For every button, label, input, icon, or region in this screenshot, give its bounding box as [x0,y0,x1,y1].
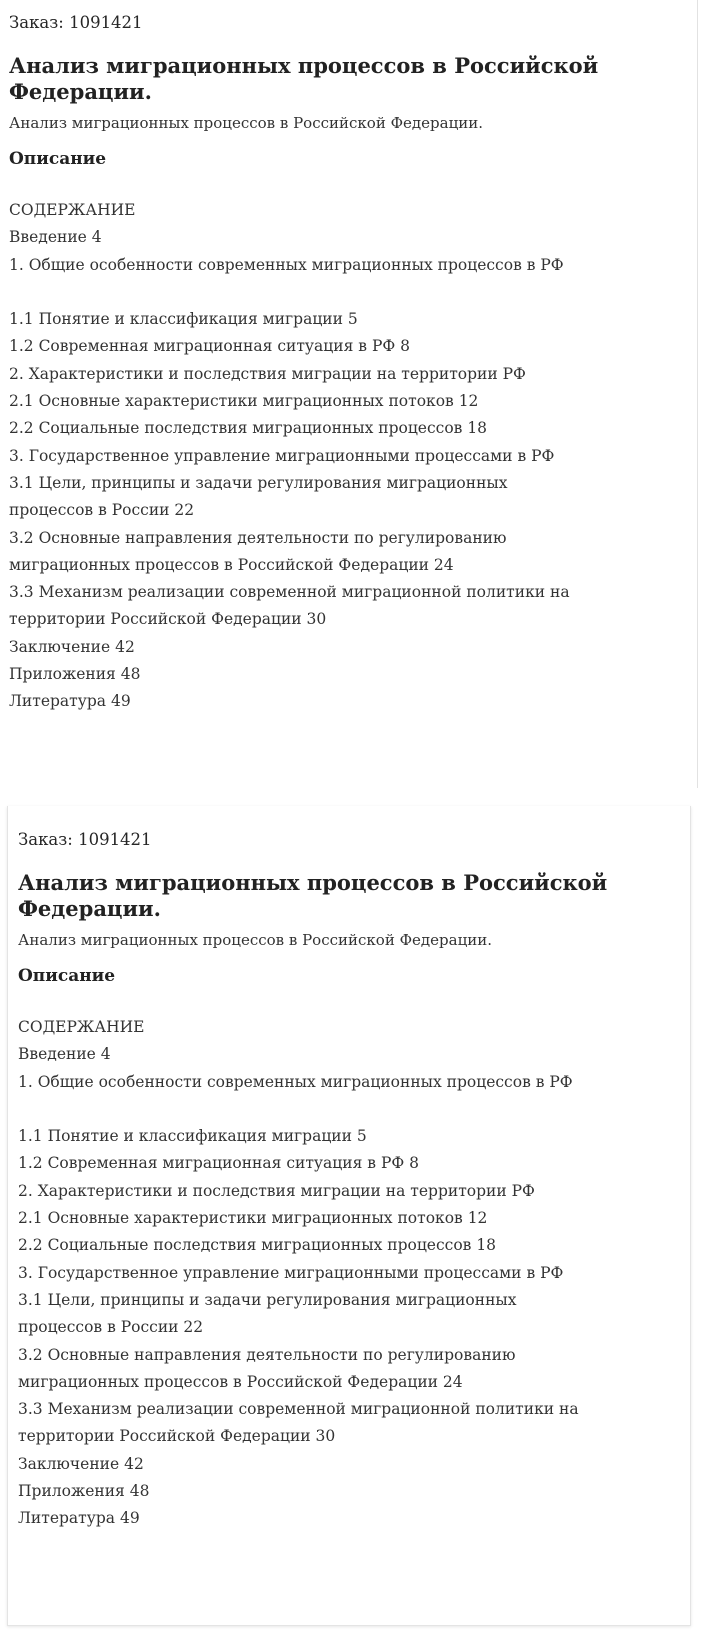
order-number: Заказ: 1091421 [18,830,152,849]
work-title: Анализ миграционных процессов в Российской Федерации. [18,870,608,921]
order-number: Заказ: 1091421 [9,13,143,32]
order-card [7,806,691,1626]
work-subtitle: Анализ миграционных процессов в Российской Федерации. [18,931,492,949]
description-heading: Описание [9,149,107,169]
work-title: Анализ миграционных процессов в Российской Федерации. [9,53,599,104]
description-heading: Описание [18,966,116,986]
table-of-contents: СОДЕРЖАНИЕ Введение 4 1. Общие особенности современных миграционных процессов в РФ 1.1 Понятие и классификация миграции 5 1.2 Современная миграционная ситуация в РФ 8 2. Характеристики и последствия миграции на территории РФ 2.1 Основные характеристики миграционных потоков 12 2.2 Социальные последствия миграционных процессов 18 3. Государственное управление миграционными процессами в РФ 3.1 Цели, принципы и задачи регулирования миграционных процессов в России 22 3.2 Основные направления деятельности по регулированию миграционных процессов в Российской Федерации 24 3.3 Механизм реализации современной миграционной политики на территории Российской Федерации 30 Заключение 42 Приложения 48 Литература 49 [18,1018,579,1528]
order-card [0,0,698,788]
table-of-contents: СОДЕРЖАНИЕ Введение 4 1. Общие особенности современных миграционных процессов в РФ 1.1 Понятие и классификация миграции 5 1.2 Современная миграционная ситуация в РФ 8 2. Характеристики и последствия миграции на территории РФ 2.1 Основные характеристики миграционных потоков 12 2.2 Социальные последствия миграционных процессов 18 3. Государственное управление миграционными процессами в РФ 3.1 Цели, принципы и задачи регулирования миграционных процессов в России 22 3.2 Основные направления деятельности по регулированию миграционных процессов в Российской Федерации 24 3.3 Механизм реализации современной миграционной политики на территории Российской Федерации 30 Заключение 42 Приложения 48 Литература 49 [9,201,570,711]
work-subtitle: Анализ миграционных процессов в Российской Федерации. [9,114,483,132]
